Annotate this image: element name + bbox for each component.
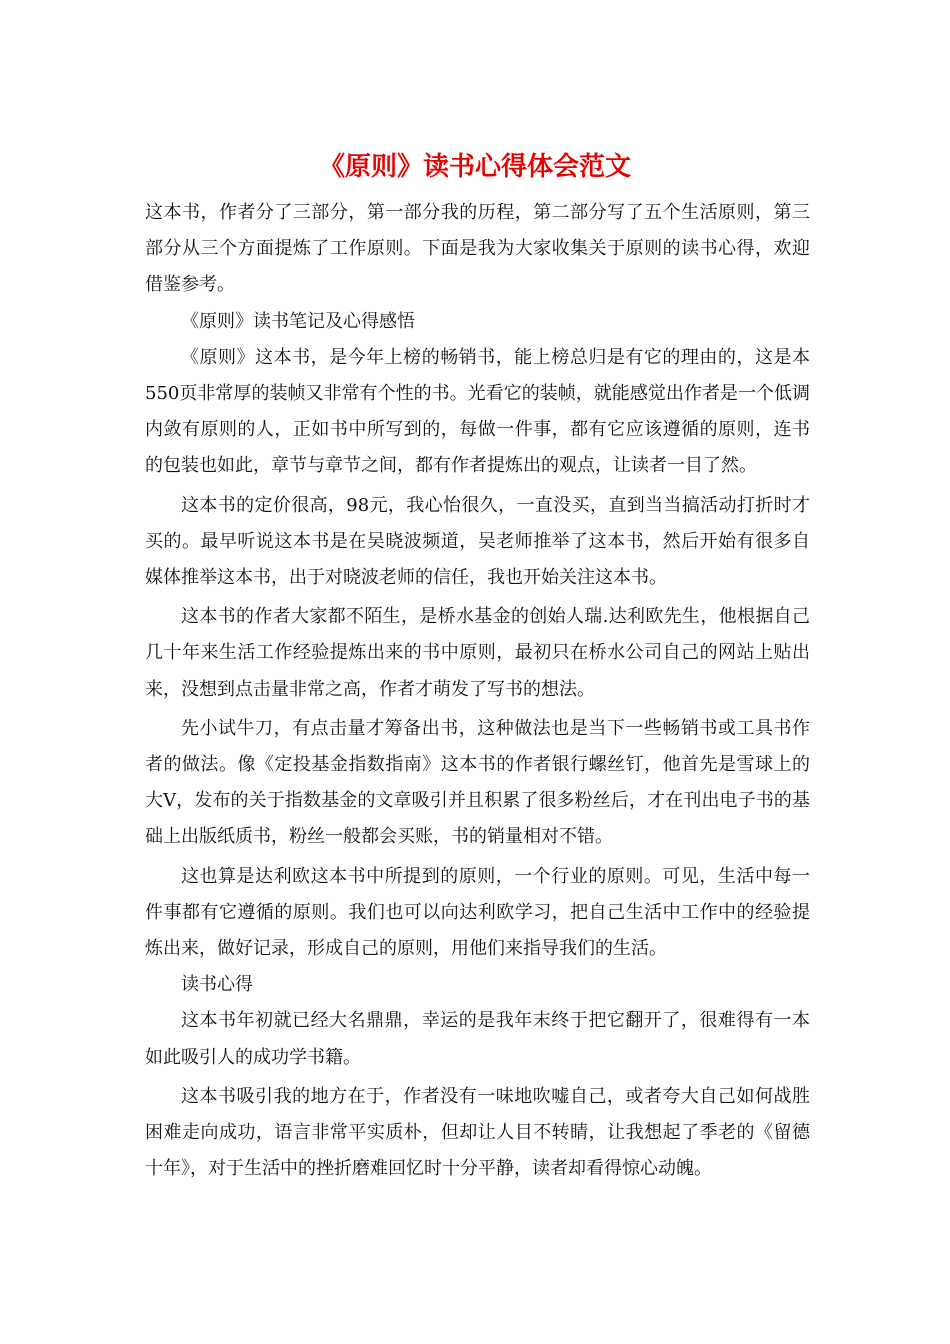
- body-paragraph: 这也算是达利欧这本书中所提到的原则，一个行业的原则。可见，生活中每一件事都有它遵循的原则。我们也可以向达利欧学习，把自己生活中工作中的经验提炼出来，做好记录，形成自己的原则，用他们来指导我们的生活。: [145, 865, 810, 960]
- body-paragraph: 这本书年初就已经大名鼎鼎，幸运的是我年末终于把它翻开了，很难得有一本如此吸引人的成功学书籍。: [145, 1010, 810, 1068]
- intro-paragraph: 这本书，作者分了三部分，第一部分我的历程，第二部分写了五个生活原则，第三部分从三个方面提炼了工作原则。下面是我为大家收集关于原则的读书心得，欢迎借鉴参考。: [145, 202, 810, 296]
- body-paragraph: 这本书的定价很高，98元，我心怡很久，一直没买，直到当当搞活动打折时才买的。最早听说这本书是在吴晓波频道，吴老师推举了这本书，然后开始有很多自媒体推举这本书，出于对晓波老师的信任，我也开始关注这本书。: [145, 494, 810, 589]
- document-title: 《原则》读书心得体会范文: [318, 152, 631, 182]
- section-heading-reading: 读书心得: [181, 974, 253, 996]
- body-paragraph: 先小试牛刀，有点击量才筹备出书，这种做法也是当下一些畅销书或工具书作者的做法。像《定投基金指数指南》这本书的作者银行螺丝钉，他首先是雪球上的大V，发布的关于指数基金的文章吸引并且积累了很多粉丝后，才在刊出电子书的基础上出版纸质书，粉丝一般都会买账，书的销量相对不错。: [145, 717, 810, 848]
- section-heading-notes: 《原则》读书笔记及心得感悟: [181, 310, 415, 332]
- body-paragraph: 这本书吸引我的地方在于，作者没有一味地吹嘘自己，或者夸大自己如何战胜困难走向成功，语言非常平实质朴，但却让人目不转睛，让我想起了季老的《留德十年》，对于生活中的挫折磨难回忆时十分平静，读者却看得惊心动魄。: [145, 1085, 810, 1180]
- body-paragraph: 《原则》这本书，是今年上榜的畅销书，能上榜总归是有它的理由的，这是本550页非常厚的装帧又非常有个性的书。光看它的装帧，就能感觉出作者是一个低调内敛有原则的人，正如书中所写到的，每做一件事，都有它应该遵循的原则，连书的包装也如此，章节与章节之间，都有作者提炼出的观点，让读者一目了然。: [145, 346, 810, 477]
- body-paragraph: 这本书的作者大家都不陌生，是桥水基金的创始人瑞.达利欧先生，他根据自己几十年来生活工作经验提炼出来的书中原则，最初只在桥水公司自己的网站上贴出来，没想到点击量非常之高，作者才萌发了写书的想法。: [145, 606, 810, 700]
- document-body: [145, 195, 810, 1187]
